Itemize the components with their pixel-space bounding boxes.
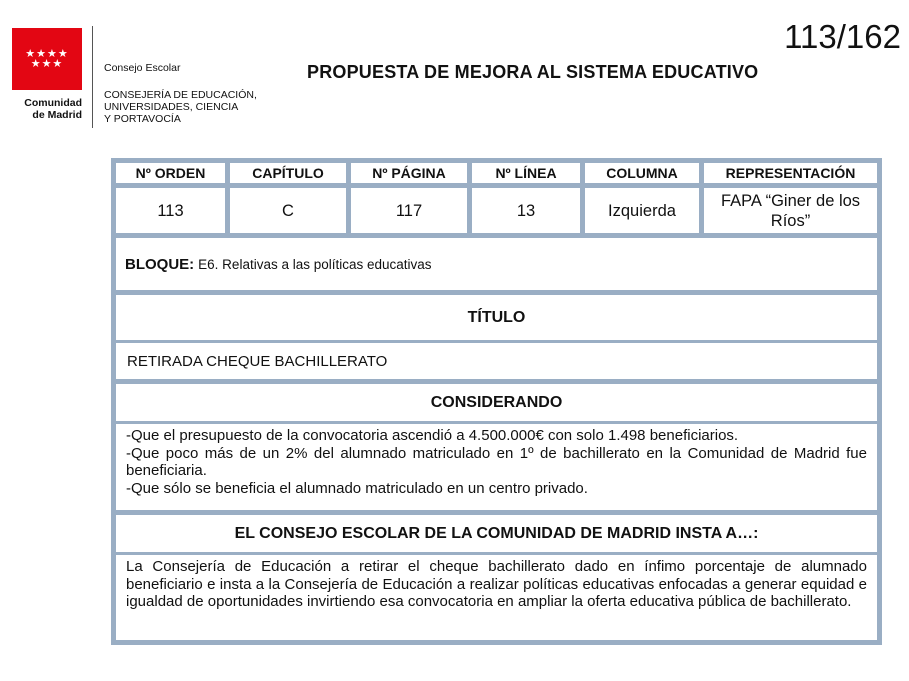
bloque-text: E6. Relativas a las políticas educativas: [198, 256, 432, 272]
value-orden: 113: [116, 188, 225, 233]
department-name: CONSEJERÍA DE EDUCACIÓN, UNIVERSIDADES, CIENCIA Y PORTAVOCÍA: [104, 89, 257, 125]
considerando-line-3: -Que sólo se beneficia el alumnado matriculado en un centro privado.: [126, 479, 588, 497]
bloque-label: BLOQUE:: [125, 255, 195, 273]
bloque-row: [116, 238, 877, 290]
comunidad-de-madrid-logo: [12, 28, 84, 121]
considerando-line-1: -Que el presupuesto de la convocatoria ascendió a 4.500.000€ con solo 1.498 beneficiarios.: [126, 427, 739, 444]
logo-line-1: Comunidad: [24, 97, 82, 109]
logo-line-2: de Madrid: [32, 109, 82, 121]
value-pagina: 117: [351, 188, 467, 233]
titulo-heading: TÍTULO: [116, 295, 877, 340]
insta-heading: EL CONSEJO ESCOLAR DE LA COMUNIDAD DE MADRID INSTA A…:: [116, 515, 877, 552]
considerando-text: [116, 424, 877, 510]
value-columna: Izquierda: [585, 188, 699, 233]
madrid-flag-icon: ★★★★ ★★★: [12, 28, 82, 90]
proposal-form: [111, 158, 882, 645]
header-divider: [92, 26, 93, 128]
value-capitulo: C: [230, 188, 346, 233]
council-name: Consejo Escolar: [104, 62, 181, 74]
page-number: 113/162: [784, 18, 901, 55]
value-linea: 13: [472, 188, 580, 233]
document-title: PROPUESTA DE MEJORA AL SISTEMA EDUCATIVO: [307, 62, 759, 82]
titulo-text: RETIRADA CHEQUE BACHILLERATO: [116, 343, 877, 379]
considerando-heading: CONSIDERANDO: [116, 384, 877, 421]
value-representacion: FAPA “Giner de los Ríos”: [704, 188, 877, 233]
header-representacion: REPRESENTACIÓN: [704, 163, 877, 183]
header-linea: Nº LÍNEA: [472, 163, 580, 183]
considerando-line-2: -Que poco más de un 2% del alumnado matriculado en 1º de bachillerato en la Comunidad de Madrid fue beneficiaria.: [126, 444, 867, 479]
header-capitulo: CAPÍTULO: [230, 163, 346, 183]
header-columna: COLUMNA: [585, 163, 699, 183]
insta-text: La Consejería de Educación a retirar el cheque bachillerato dado en ínfimo porcentaje de alumnado beneficiario e insta a la Consejería de Educación a realizar políticas educativas enfocadas a generar equidad e igualdad de oportunidades invirtiendo esa convocatoria en ampliar la oferta educativa pública de bachillerato.: [116, 555, 877, 640]
header-pagina: Nº PÁGINA: [351, 163, 467, 183]
header-orden: Nº ORDEN: [116, 163, 225, 183]
